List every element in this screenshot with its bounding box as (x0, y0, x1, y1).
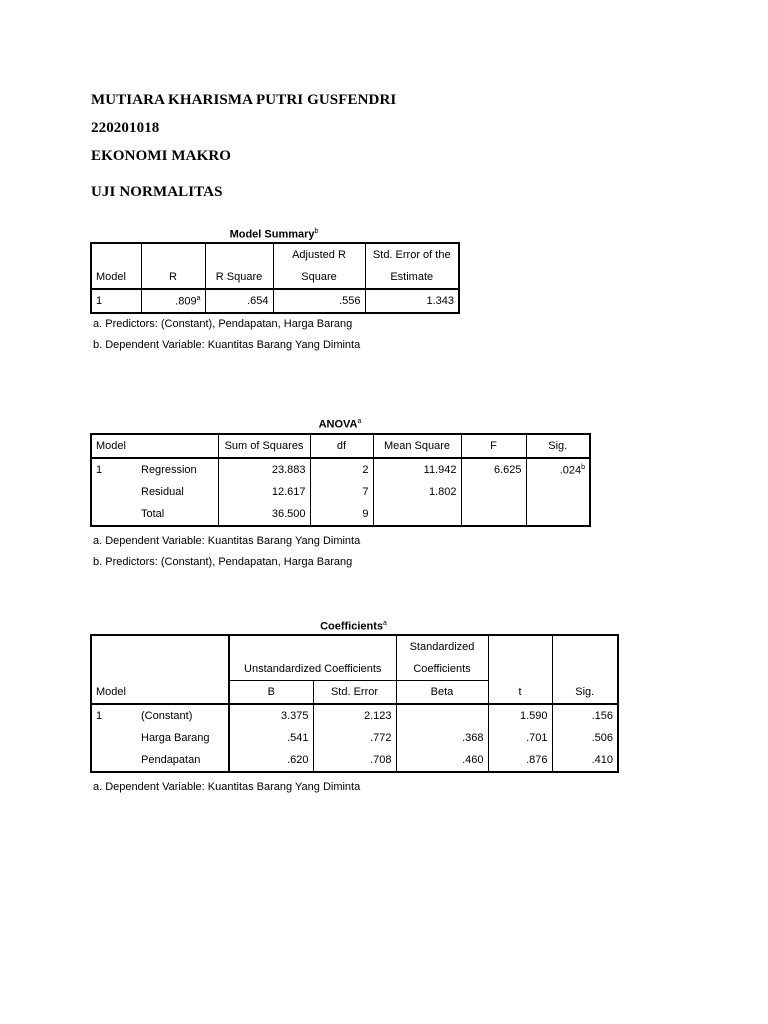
anova-header-sig: Sig. (526, 434, 590, 458)
coef-row-model (91, 749, 137, 772)
ms-row-r-square: .654 (205, 289, 273, 313)
coef-row-sig: .506 (552, 727, 618, 749)
anova-row-ss: 36.500 (218, 503, 310, 526)
coefficients-table (90, 634, 619, 773)
anova-row-ms: 11.942 (373, 458, 461, 481)
coef-header-unstd: Unstandardized Coefficients (229, 658, 396, 681)
coef-row-b: .620 (229, 749, 313, 772)
anova-header-ss: Sum of Squares (218, 434, 310, 458)
anova-row-f (461, 503, 526, 526)
anova-row-f: 6.625 (461, 458, 526, 481)
coef-row-se: .708 (313, 749, 396, 772)
ms-header-empty-0 (91, 243, 141, 266)
coef-row-label: (Constant) (141, 710, 193, 722)
coef-row-model (91, 727, 137, 749)
anova-header-ms: Mean Square (373, 434, 461, 458)
coef-header-beta: Beta (396, 681, 488, 705)
ms-footnote-a: a. Predictors: (Constant), Pendapatan, Harga Barang (93, 318, 353, 330)
ms-header-empty-1 (141, 243, 205, 266)
anova-row-ss: 23.883 (218, 458, 310, 481)
coef-header-empty-6 (552, 658, 618, 681)
student-name: MUTIARA KHARISMA PUTRI GUSFENDRI (91, 92, 397, 108)
anova-row-model (91, 481, 137, 503)
coef-header-empty-5 (488, 658, 552, 681)
coef-footnote-a: a. Dependent Variable: Kuantitas Barang Yang Diminta (93, 781, 361, 793)
coef-row-model: 1 (96, 710, 103, 722)
anova-footnote-b: b. Predictors: (Constant), Pendapatan, Harga Barang (93, 556, 353, 568)
coef-header-empty-2 (488, 635, 552, 658)
ms-header-model: Model (91, 266, 141, 289)
coefficients-title: Coefficients$^a$ (320, 620, 387, 633)
coef-row-beta (396, 704, 488, 727)
coef-header-empty-3 (552, 635, 618, 658)
coef-header-std-1: Standardized (396, 635, 488, 658)
anova-row-label: Residual (141, 486, 184, 498)
coef-row-sig: .410 (552, 749, 618, 772)
anova-row-f (461, 481, 526, 503)
anova-header-model: Model (91, 434, 218, 458)
ms-header-adj-r-1: Adjusted R (273, 243, 365, 266)
ms-header-r-square: R Square (205, 266, 273, 289)
coef-header-sig: Sig. (552, 681, 618, 705)
anova-header-f: F (461, 434, 526, 458)
anova-title: ANOVA$^a$ (318, 418, 362, 431)
anova-table (90, 433, 591, 527)
coef-header-b: B (229, 681, 313, 705)
anova-footnote-a: a. Dependent Variable: Kuantitas Barang Yang Diminta (93, 535, 361, 547)
coef-row-se: 2.123 (313, 704, 396, 727)
coef-row-sig: .156 (552, 704, 618, 727)
anova-row-label: Regression (141, 464, 197, 476)
coef-row-label: Pendapatan (141, 754, 201, 766)
model-summary-table (90, 242, 460, 314)
anova-header-df: df (310, 434, 373, 458)
ms-row-r: .809$^a$ (141, 289, 205, 313)
coef-header-empty-1 (229, 635, 396, 658)
ms-row-model: 1 (96, 295, 103, 307)
anova-row-df: 7 (310, 481, 373, 503)
ms-row-adj-r: .556 (273, 289, 365, 313)
anova-row-df: 9 (310, 503, 373, 526)
model-summary-title: Model Summary$^b$ (229, 228, 319, 241)
coef-header-t: t (488, 681, 552, 705)
anova-row-sig: .024$^b$ (526, 458, 590, 481)
ms-header-empty-2 (205, 243, 273, 266)
ms-header-r: R (141, 266, 205, 289)
anova-row-sig (526, 481, 590, 503)
ms-header-adj-r-2: Square (273, 266, 365, 289)
ms-footnote-b: b. Dependent Variable: Kuantitas Barang Yang Diminta (93, 339, 361, 351)
coef-row-t: 1.590 (488, 704, 552, 727)
section-title: UJI NORMALITAS (91, 184, 223, 200)
ms-header-se-1: Std. Error of the (365, 243, 459, 266)
ms-row-se: 1.343 (365, 289, 459, 313)
coef-row-label: Harga Barang (141, 732, 210, 744)
coef-row-beta: .460 (396, 749, 488, 772)
anova-row-model: 1 (96, 464, 103, 476)
coef-row-b: .541 (229, 727, 313, 749)
coef-row-t: .876 (488, 749, 552, 772)
anova-row-ms: 1.802 (373, 481, 461, 503)
coef-header-empty-4 (91, 658, 229, 681)
course-title: EKONOMI MAKRO (91, 148, 232, 164)
anova-row-df: 2 (310, 458, 373, 481)
coef-row-beta: .368 (396, 727, 488, 749)
ms-header-se-2: Estimate (365, 266, 459, 289)
anova-row-label: Total (141, 508, 165, 520)
coef-header-std-2: Coefficients (396, 658, 488, 681)
coef-row-b: 3.375 (229, 704, 313, 727)
anova-row-ss: 12.617 (218, 481, 310, 503)
coef-header-se: Std. Error (313, 681, 396, 705)
coef-row-se: .772 (313, 727, 396, 749)
anova-row-model (91, 503, 137, 526)
coef-header-model: Model (91, 681, 229, 705)
anova-row-sig (526, 503, 590, 526)
anova-row-ms (373, 503, 461, 526)
coef-row-t: .701 (488, 727, 552, 749)
coef-header-empty-0 (91, 635, 229, 658)
student-id: 220201018 (91, 120, 160, 136)
